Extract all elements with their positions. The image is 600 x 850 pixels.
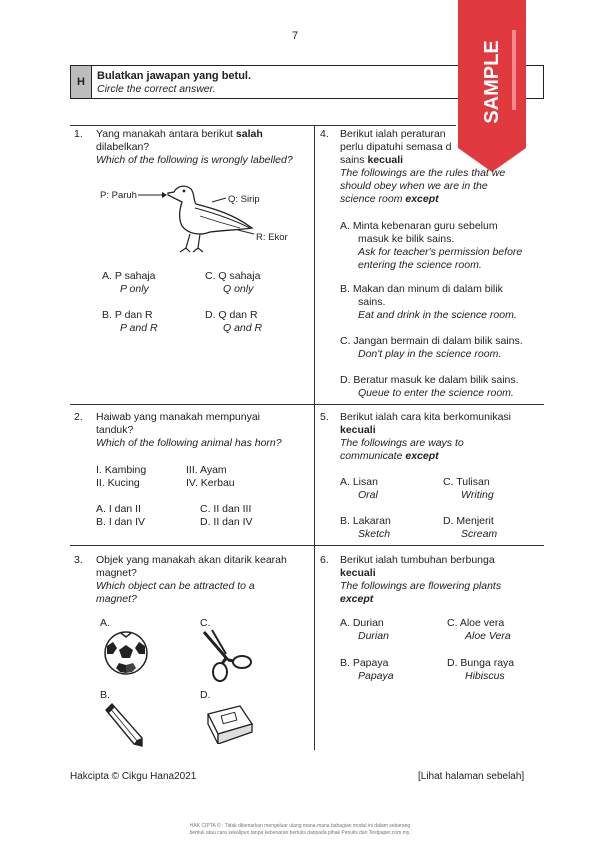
bird-illustration [100, 178, 300, 258]
q2-option-a: A. I dan II [96, 503, 141, 515]
rule-middle [70, 404, 544, 405]
football-icon [103, 630, 149, 676]
q2-item-i: I. Kambing [96, 464, 147, 476]
q6-ms-bold: kecuali [340, 567, 376, 579]
q1-ms-part1: Yang manakah antara berikut [96, 128, 236, 140]
q5-option-a: A. Lisan Oral [340, 476, 378, 501]
section-subtitle: Circle the correct answer. [97, 83, 216, 95]
label-q: Q: Sirip [228, 194, 260, 205]
q2-number: 2. [74, 411, 83, 423]
q6-option-c: C. Aloe vera Aloe Vera [447, 617, 511, 642]
q4-option-b: B. Makan dan minum di dalam bilik sains. Eat and drink in the science room. [340, 283, 517, 321]
q4-option-a: A. Minta kebenaran guru sebelum masuk ke bilik sains. Ask for teacher's permission before entering the science room. [340, 220, 523, 271]
q2-item-iv: IV. Kerbau [186, 477, 235, 489]
scissors-icon [198, 628, 254, 684]
stamp-text: SAMPLE [481, 40, 503, 124]
q6-text [340, 554, 545, 606]
q3-letter-c: C. [200, 617, 211, 629]
q4-option-d: D. Beratur masuk ke dalam bilik sains. Queue to enter the science room. [340, 374, 519, 399]
fine-print-line1: HAK CIPTA © : Tidak dibenarkan mengeluar ulang mana-mana bahagian modul ini dalam sebarang [189, 823, 411, 829]
column-divider [314, 125, 315, 750]
q6-option-a: A. Durian Durian [340, 617, 389, 642]
q2-option-c: C. II dan III [200, 503, 252, 515]
section-instruction [97, 70, 251, 96]
q3-letter-d: D. [200, 689, 211, 701]
rule-left-top [70, 125, 314, 126]
eraser-icon [202, 704, 254, 744]
q4-ms-part1: Berikut ialah peraturan [340, 128, 446, 140]
q5-option-c: C. Tulisan Writing [443, 476, 494, 501]
q1-number: 1. [74, 128, 83, 140]
q1-en: Which of the following is wrongly labelled? [96, 154, 293, 166]
q4-en-part3: science room except [340, 193, 439, 205]
q2-item-iii: III. Ayam [186, 464, 227, 476]
pencil-icon [102, 702, 146, 748]
q5-en-part2: communicate except [340, 450, 439, 462]
q3-number: 3. [74, 554, 83, 566]
q3-text [96, 554, 311, 606]
q4-ms-part2: perlu dipatuhi semasa d [340, 141, 452, 153]
rule-lower [70, 545, 544, 546]
q6-en-bold: except [340, 593, 374, 605]
q2-option-b: B. I dan IV [96, 516, 146, 528]
q5-ms-part1: Berikut ialah cara kita berkomunikasi [340, 411, 511, 423]
q2-en: Which of the following animal has horn? [96, 437, 282, 449]
q5-ms-bold: kecuali [340, 424, 376, 436]
q5-en-part1: The followings are ways to [340, 437, 464, 449]
q1-option-c: C. Q sahaja Q only [205, 270, 261, 295]
rule-right-top [314, 125, 456, 126]
q1-ms-part2: dilabelkan? [96, 141, 150, 153]
fine-print-line2: bentuk atau cara sekalipun tanpa kebenaran bertulis daripada pihak Penulis dan Testpaper.com.my. [189, 830, 411, 836]
q6-en-part1: The followings are flowering plants [340, 580, 502, 592]
q3-letter-a: A. [100, 617, 110, 629]
q3-letter-b: B. [100, 689, 110, 701]
q4-ms-part3: sains kecuali [340, 154, 404, 166]
q6-option-d: D. Bunga raya Hibiscus [447, 657, 515, 682]
q2-item-ii: II. Kucing [96, 477, 140, 489]
q5-text [340, 411, 545, 463]
q1-option-d: D. Q dan R Q and R [205, 309, 263, 334]
q1-text [96, 128, 311, 167]
q3-en-part1: Which object can be attracted to a [96, 580, 255, 592]
q6-number: 6. [320, 554, 329, 566]
q4-text [340, 128, 545, 206]
q4-number: 4. [320, 128, 329, 140]
section-letter: H [71, 66, 92, 98]
footer-next-page: [Lihat halaman sebelah] [418, 771, 525, 782]
page-number: 7 [292, 30, 299, 42]
q5-option-b: B. Lakaran Sketch [340, 515, 391, 540]
label-p: P: Paruh [100, 190, 137, 201]
q1-ms-bold: salah [235, 128, 263, 140]
q3-ms-part2: magnet? [96, 567, 137, 579]
section-title: Bulatkan jawapan yang betul. [97, 70, 252, 82]
q3-en-part2: magnet? [96, 593, 137, 605]
q5-number: 5. [320, 411, 329, 423]
q4-en-part1: The followings are the rules that we [340, 167, 506, 179]
q5-option-d: D. Menjerit Scream [443, 515, 498, 540]
q6-ms-part1: Berikut ialah tumbuhan berbunga [340, 554, 495, 566]
q1-option-a: A. P sahaja P only [102, 270, 156, 295]
footer-copyright: Hakcipta © Cikgu Hana2021 [70, 771, 197, 782]
q2-option-d: D. II dan IV [200, 516, 253, 528]
q1-option-b: B. P dan R P and R [102, 309, 158, 334]
stamp-small-text [512, 30, 516, 110]
q2-ms-part1: Haiwab yang manakah mempunyai [96, 411, 261, 423]
q4-option-c: C. Jangan bermain di dalam bilik sains. Don't play in the science room. [340, 335, 523, 360]
q4-en-part2: should obey when we are in the [340, 180, 488, 192]
q6-option-b: B. Papaya Papaya [340, 657, 394, 682]
label-r: R: Ekor [256, 232, 288, 243]
q2-text [96, 411, 311, 450]
q3-ms-part1: Objek yang manakah akan ditarik kearah [96, 554, 287, 566]
q2-ms-part2: tanduk? [96, 424, 134, 436]
